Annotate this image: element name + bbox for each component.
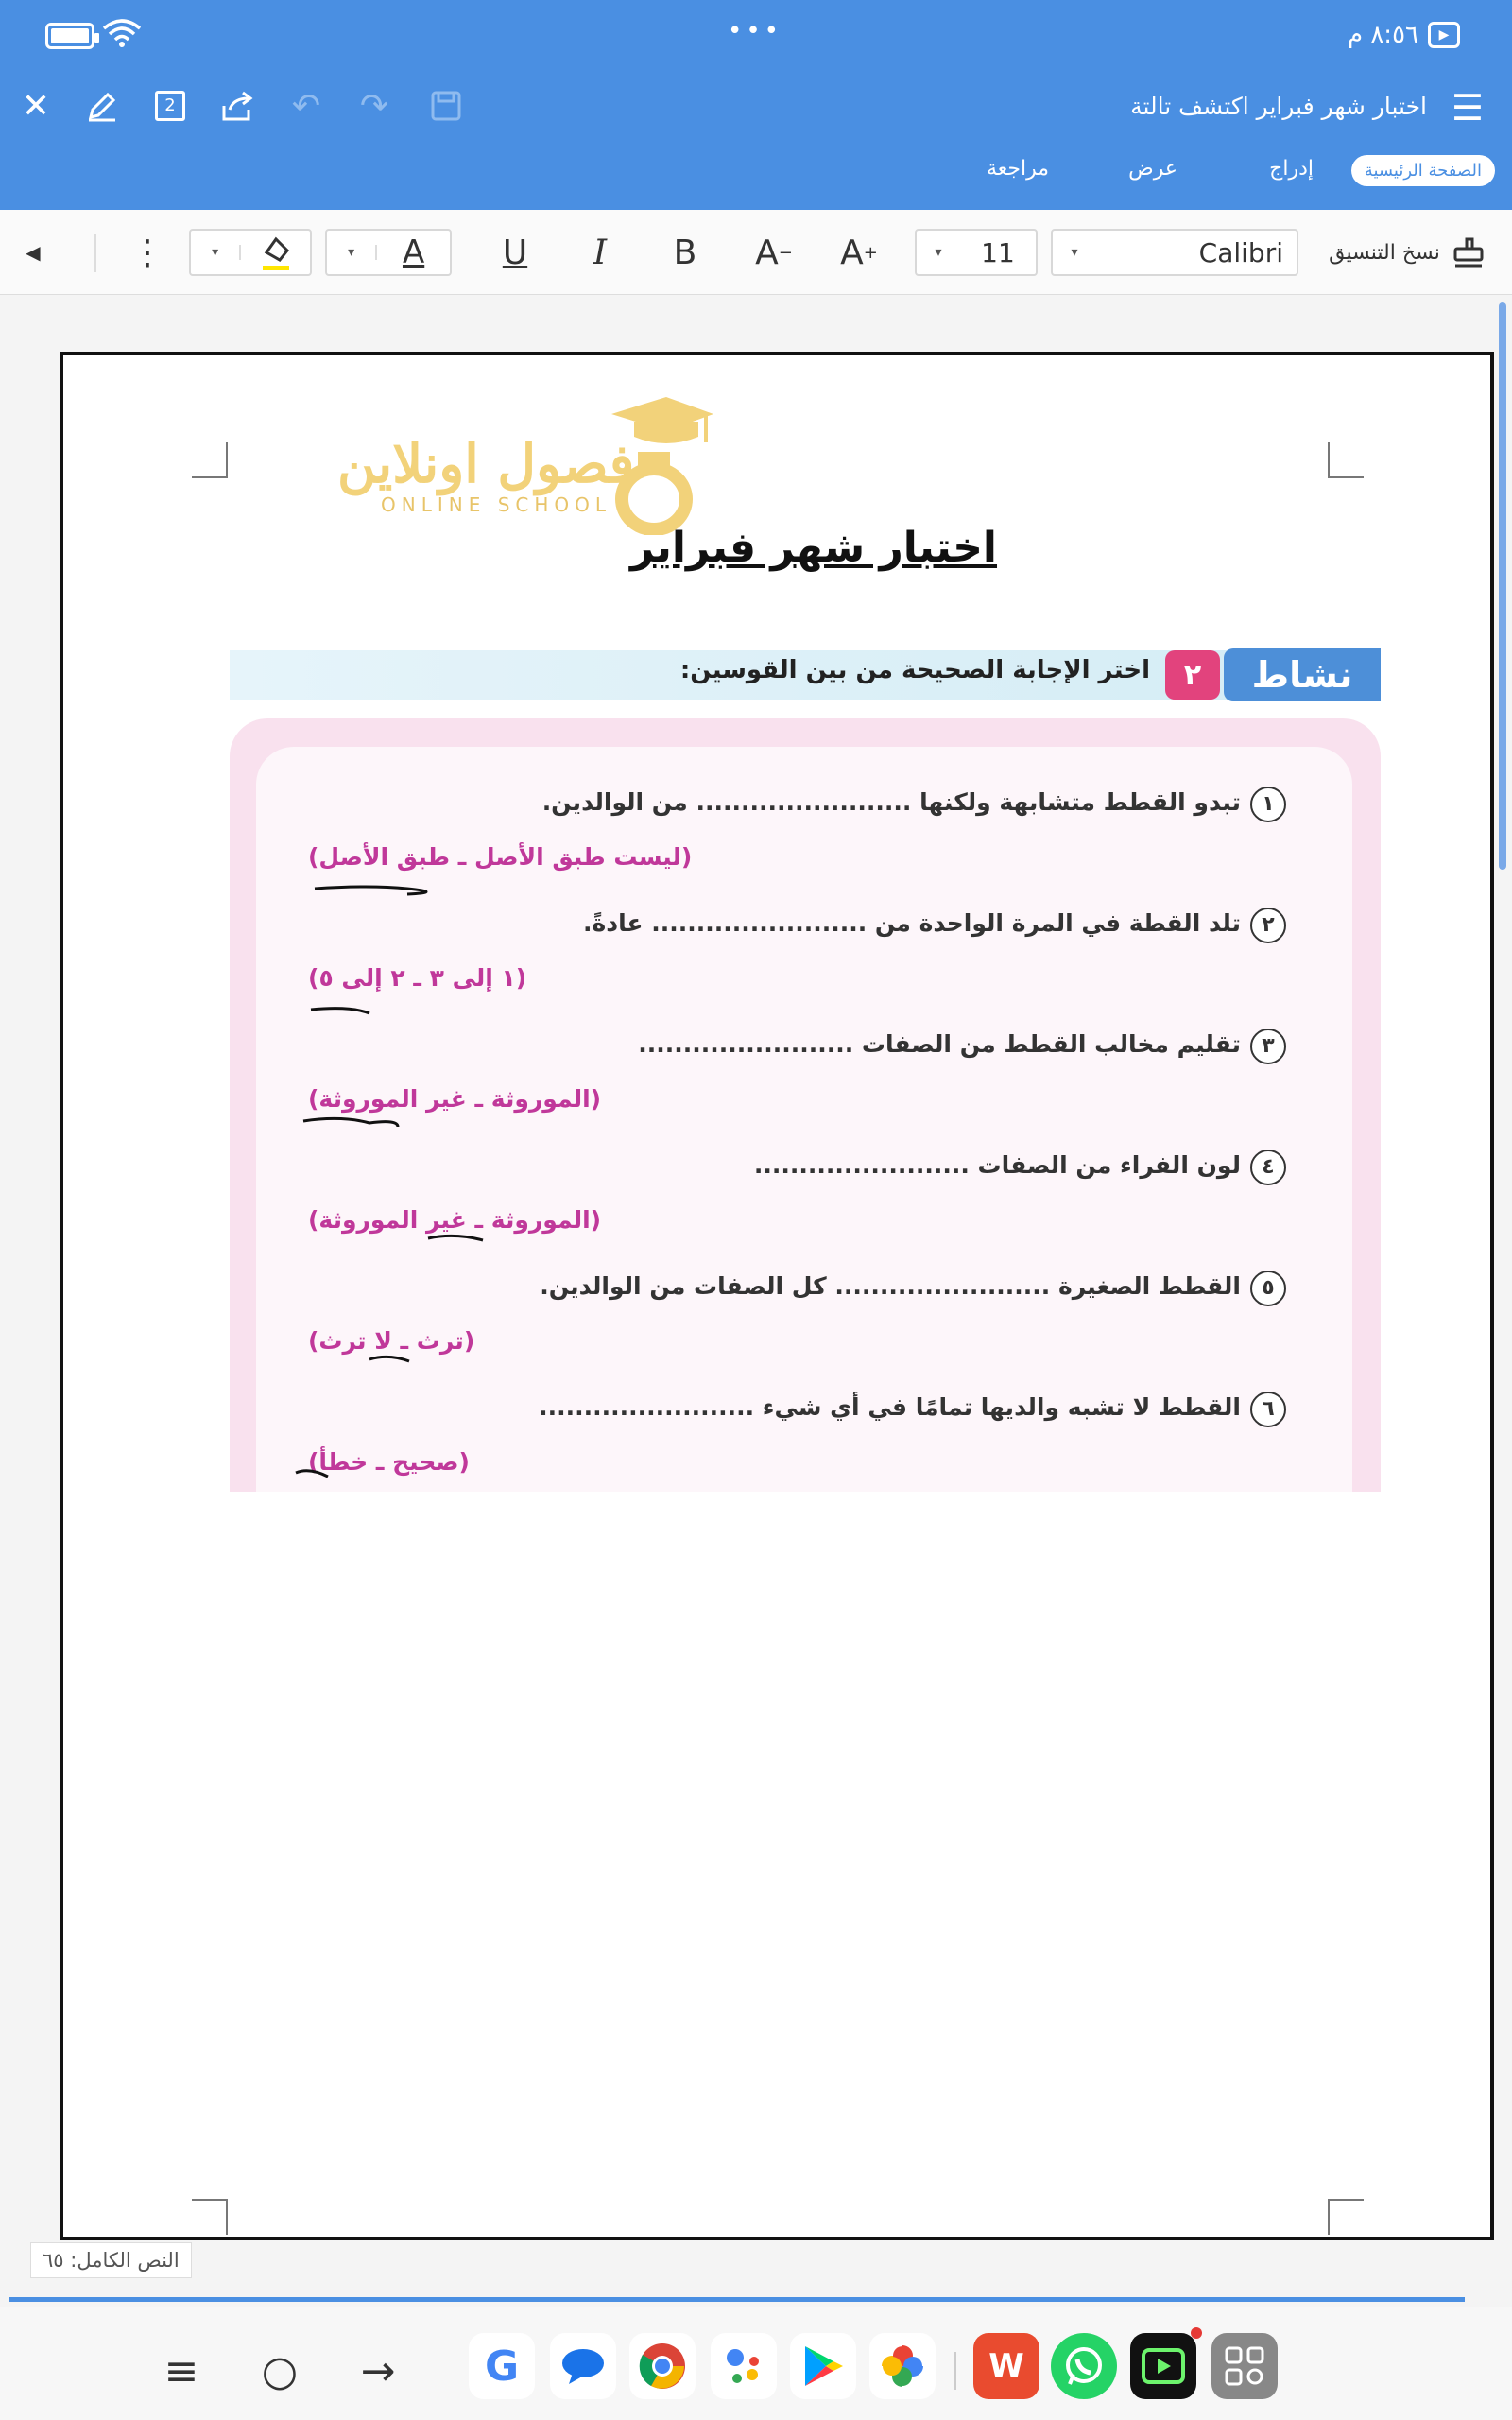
logo-text-arabic: فصول اونلاين <box>337 433 635 495</box>
pinwheel-svg <box>878 2342 927 2391</box>
question-2-options: (١ إلى ٣ ـ ٢ إلى ٥) <box>308 964 527 992</box>
tab-home[interactable]: الصفحة الرئيسية <box>1351 155 1495 186</box>
question-5 <box>540 1270 1286 1306</box>
question-3 <box>638 1028 1286 1064</box>
minus-icon: − <box>778 242 793 263</box>
questions-inner <box>256 747 1352 1492</box>
hamburger-menu-icon[interactable]: ☰ <box>1451 87 1484 129</box>
page-count-icon[interactable] <box>147 83 193 129</box>
edit-pencil-icon[interactable] <box>79 83 125 129</box>
chevron-down-icon[interactable]: ▾ <box>191 245 241 260</box>
question-text: تبدو القطط متشابهة ولكنها ........................ من الوالدين. <box>541 788 1241 816</box>
shrink-font-button[interactable] <box>750 229 798 276</box>
question-number: ٦ <box>1250 1392 1286 1427</box>
graduation-cap-logo-icon <box>602 393 725 535</box>
phone-bubble-svg <box>1062 2344 1106 2388</box>
question-4-options: (الموروثة ـ غير الموروثة) <box>308 1206 602 1234</box>
status-bar <box>0 17 1512 59</box>
question-number: ٥ <box>1250 1270 1286 1306</box>
question-5-options: (ترث ـ لا ترث) <box>308 1327 475 1355</box>
ribbon-tabs <box>0 153 1512 199</box>
activity-number: ٢ <box>1165 650 1220 700</box>
battery-icon <box>45 23 94 49</box>
crop-mark <box>192 442 228 478</box>
crop-mark <box>192 2199 228 2235</box>
save-svg <box>430 90 462 122</box>
logo-text-english: ONLINE SCHOOL <box>381 493 612 516</box>
grow-font-label: A <box>840 233 864 272</box>
tab-review[interactable]: مراجعة <box>986 157 1049 181</box>
assistant-dots-svg <box>720 2342 767 2390</box>
tab-insert[interactable]: إدراج <box>1269 157 1314 181</box>
shrink-font-label: A <box>755 233 779 272</box>
question-text: لون الفراء من الصفات ........................ <box>753 1151 1241 1179</box>
chevron-down-icon[interactable]: ▾ <box>327 245 377 260</box>
question-text: القطط الصغيرة ........................ كل الصفات من الوالدين. <box>540 1272 1241 1300</box>
paint-brush-svg <box>1452 235 1486 269</box>
page-badge: 2 <box>155 91 185 121</box>
photos-app-icon[interactable] <box>869 2333 936 2399</box>
play-store-app-icon[interactable] <box>790 2333 856 2399</box>
font-name-select[interactable] <box>1051 229 1298 276</box>
document-title: اختبار شهر فبراير اكتشف تالتة <box>1130 93 1427 120</box>
question-6-options: (صحيح ـ خطأ) <box>308 1448 470 1476</box>
screen-play-svg <box>1141 2347 1186 2385</box>
status-time <box>1348 21 1460 49</box>
crop-mark <box>1328 442 1364 478</box>
font-size-select[interactable] <box>915 229 1038 276</box>
assistant-app-icon[interactable] <box>711 2333 777 2399</box>
italic-button[interactable]: I <box>593 233 608 272</box>
format-painter-label[interactable]: نسخ التنسيق <box>1329 240 1440 265</box>
chat-bubble-svg <box>559 2344 607 2388</box>
question-number: ١ <box>1250 786 1286 822</box>
app-drawer-icon[interactable] <box>1211 2333 1278 2399</box>
activity-badge: نشاط <box>1224 648 1381 701</box>
plus-icon: + <box>863 242 878 263</box>
whatsapp-app-icon[interactable] <box>1051 2333 1117 2399</box>
chevron-down-icon: ▾ <box>1071 245 1078 260</box>
undo-icon[interactable]: ↶ <box>291 86 321 126</box>
underline-button[interactable]: U <box>502 233 528 272</box>
media-app-icon[interactable] <box>1130 2333 1196 2399</box>
question-text: تلد القطة في المرة الواحدة من ........................ عادةً. <box>583 909 1241 937</box>
share-icon[interactable] <box>215 83 261 129</box>
notification-dot <box>1191 2327 1202 2339</box>
document-page[interactable] <box>60 352 1494 2240</box>
close-icon[interactable]: ✕ <box>21 86 51 126</box>
app-notification-icon: ▶ <box>1428 22 1460 48</box>
questions-frame <box>230 718 1381 1492</box>
grid-svg <box>1223 2344 1266 2388</box>
activity-title: اختر الإجابة الصحيحة من بين القوسين: <box>679 656 1150 684</box>
grow-font-button[interactable] <box>835 229 883 276</box>
format-painter-icon[interactable] <box>1448 229 1489 276</box>
back-icon[interactable]: → <box>360 2346 396 2395</box>
highlighter-icon <box>241 232 310 273</box>
font-name-value: Calibri <box>1198 236 1283 268</box>
taskbar-divider <box>954 2352 956 2390</box>
share-svg <box>220 89 256 123</box>
recent-apps-icon[interactable]: ≡ <box>163 2346 199 2395</box>
question-number: ٤ <box>1250 1150 1286 1185</box>
tab-view[interactable]: عرض <box>1128 157 1177 181</box>
toolbar-scroll-left-icon[interactable]: ◀ <box>26 241 41 264</box>
chrome-app-icon[interactable] <box>629 2333 696 2399</box>
font-color-icon: A <box>402 233 425 271</box>
chevron-down-icon: ▾ <box>935 245 942 260</box>
wps-office-app-icon[interactable]: W <box>973 2333 1040 2399</box>
highlight-color-button[interactable] <box>189 229 312 276</box>
header <box>0 0 1512 210</box>
wifi-icon <box>102 17 142 57</box>
divider <box>94 234 96 272</box>
formatting-toolbar <box>0 210 1512 295</box>
word-count-chip: النص الكامل: ٦٥ <box>30 2242 192 2278</box>
taskbar <box>0 2307 1512 2420</box>
load-progress <box>9 2297 1465 2302</box>
question-text: تقليم مخالب القطط من الصفات ........................ <box>638 1030 1241 1058</box>
more-options-icon[interactable]: ⋮ <box>130 233 164 272</box>
question-number: ٢ <box>1250 908 1286 943</box>
font-size-value: 11 <box>981 236 1015 268</box>
question-1 <box>542 786 1286 822</box>
question-1-options: (ليست طبق الأصل ـ طبق الأصل) <box>308 843 693 871</box>
question-text: القطط لا تشبه والديها تمامًا في أي شيء ........................ <box>539 1393 1241 1421</box>
font-color-button[interactable] <box>325 229 452 276</box>
google-app-icon[interactable]: G <box>469 2333 535 2399</box>
home-icon[interactable]: ○ <box>261 2346 299 2395</box>
vertical-scrollbar[interactable] <box>1499 302 1506 870</box>
question-4 <box>754 1150 1286 1185</box>
highlighter-svg <box>257 232 295 273</box>
overflow-dots[interactable]: ••• <box>728 17 783 45</box>
page-heading: اختبار شهر فبراير <box>630 524 998 572</box>
redo-icon[interactable]: ↷ <box>359 86 389 126</box>
crop-mark <box>1328 2199 1364 2235</box>
question-3-options: (الموروثة ـ غير الموروثة) <box>308 1085 602 1113</box>
activity-image <box>230 613 1381 1492</box>
pencil-svg <box>85 89 119 123</box>
chrome-svg <box>638 2342 687 2391</box>
wifi-icon-svg <box>102 17 142 49</box>
title-bar <box>0 83 1512 136</box>
play-svg <box>801 2342 845 2390</box>
save-icon[interactable] <box>423 83 469 129</box>
bold-button[interactable]: B <box>673 233 697 272</box>
question-2 <box>583 908 1286 943</box>
clock: ٨:٥٦ م <box>1347 21 1418 49</box>
question-number: ٣ <box>1250 1028 1286 1064</box>
messages-app-icon[interactable] <box>550 2333 616 2399</box>
question-6 <box>539 1392 1286 1427</box>
